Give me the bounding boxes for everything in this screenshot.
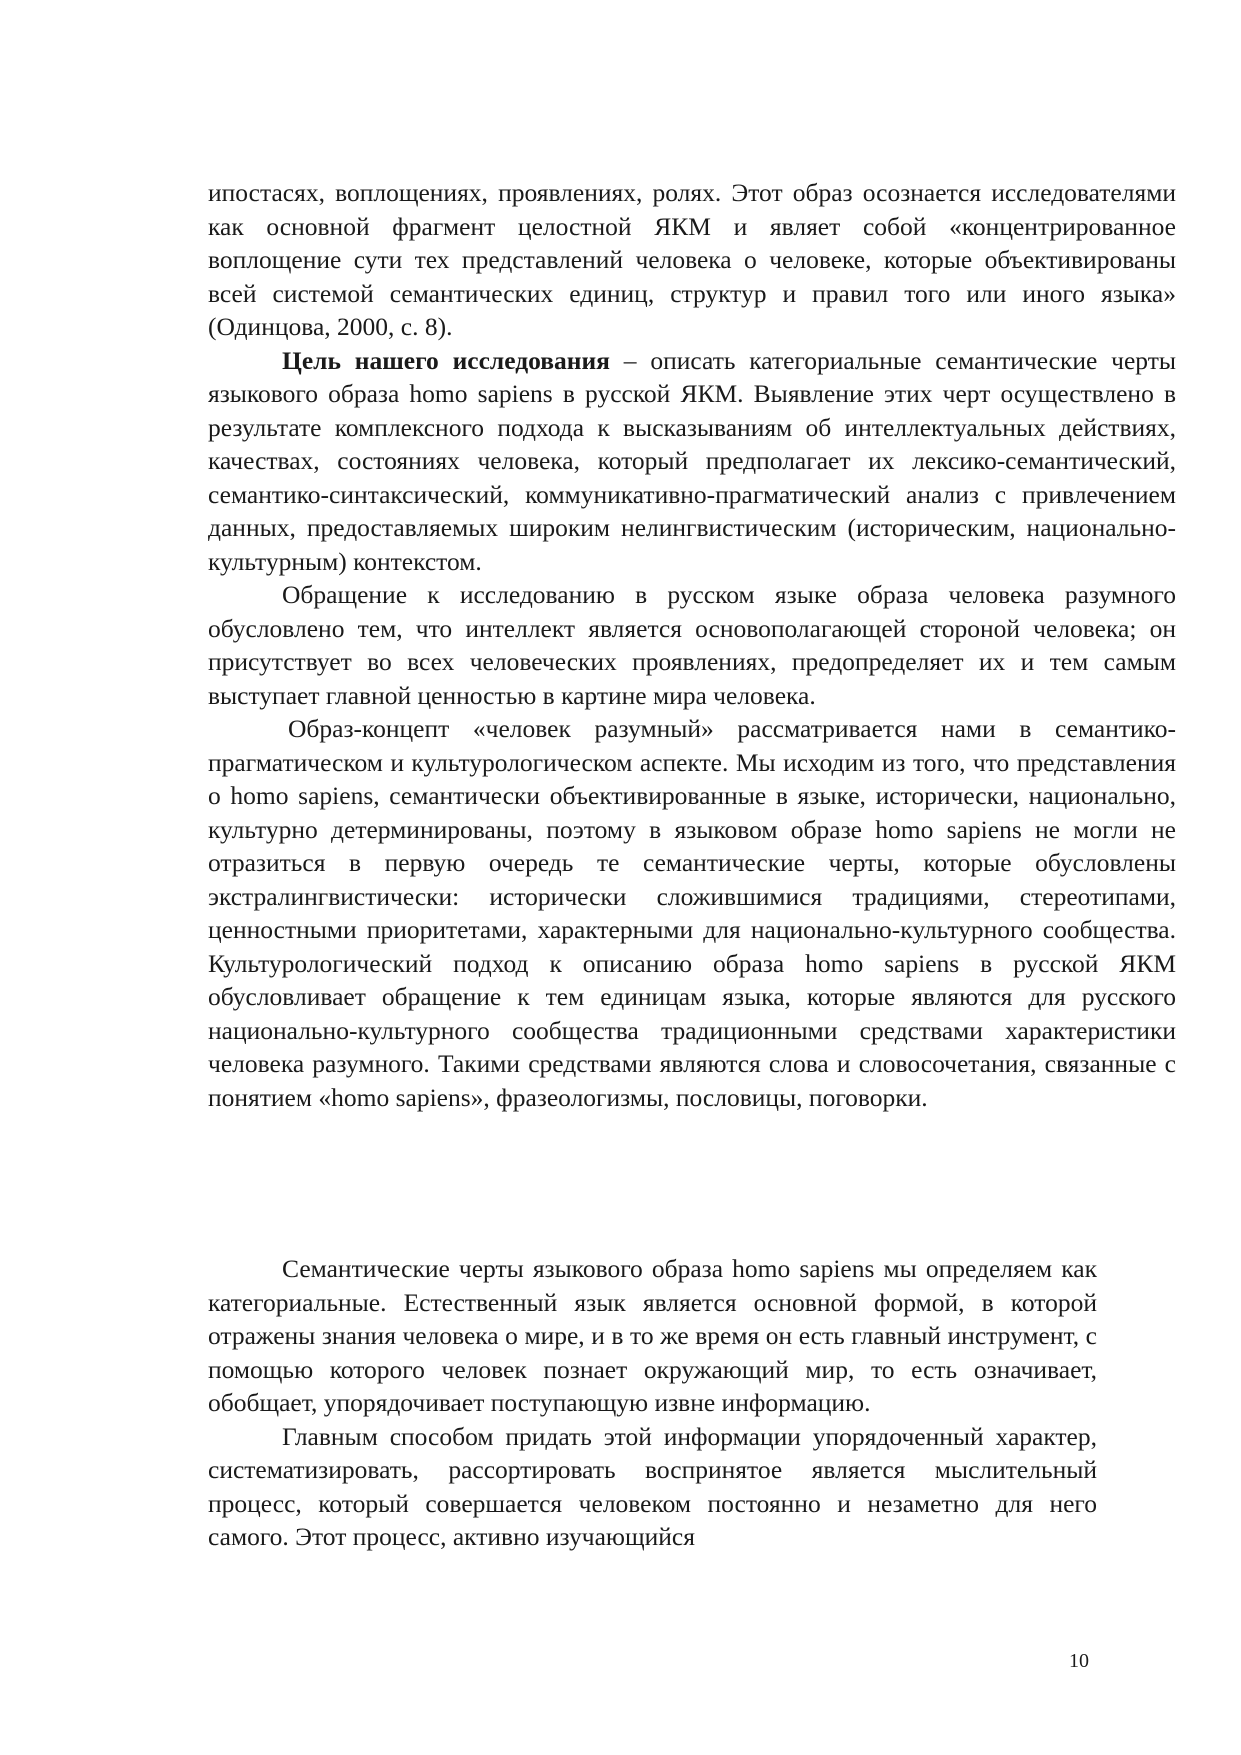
paragraph-main-method: Главным способом придать этой информации упорядоченный характер, систематизировать, рассортировать воспринятое является мыслительный процесс, который совершается человеком постоянно и незаметно для него самого. Этот процесс, активно изучающийся [208, 1421, 1097, 1551]
page-number: 10 [1069, 1650, 1089, 1672]
body-text-wide [208, 176, 1176, 1114]
paragraph-appeal: Обращение к исследованию в русском языке образа человека разумного обусловлено тем, что интеллект является основополагающей стороной человека; он присутствует во всех человеческих проявлениях, предопределяет их и тем самым выступает главной ценностью в картине мира человека. [208, 580, 1176, 710]
paragraph-concept: Образ-концепт «человек разумный» рассматривается нами в семантико-прагматическом и культурологическом аспекте. Мы исходим из того, что представления о homo sapiens, семантически объективированные в языке, исторически, национально, культурно детерминированы, поэтому в языковом образе homo sapiens не могли не отразиться в первую очередь те семантические черты, которые обусловлены экстралингвистически: исторически сложившимися традициями, стереотипами, ценностными приоритетами, характерными для национально-культурного сообщества. Культурологический подход к описанию образа homo sapiens в русской ЯКМ обусловливает обращение к тем единицам языка, которые являются для русского национально-культурного сообщества традиционными средствами характеристики человека разумного. Такими средствами являются слова и словосочетания, связанные с понятием «homo sapiens», фразеологизмы, пословицы, поговорки. [208, 714, 1176, 1112]
paragraph-research-goal [208, 344, 1176, 579]
paragraph-semantic-features: Семантические черты языкового образа homo sapiens мы определяем как категориальные. Естественный язык является основной формой, в которой отражены знания человека о мире, и в то же время он есть главный инструмент, с помощью которого человек познает окружающий мир, то есть означивает, обобщает, упорядочивает поступающую извне информацию. [208, 1254, 1097, 1417]
paragraph-continuation: ипостасях, воплощениях, проявлениях, ролях. Этот образ осознается исследователями как основной фрагмент целостной ЯКМ и являет собой «концентрированное воплощение сути тех представлений человека о человеке, которые объективированы всей системой семантических единиц, структур и правил того или иного языка» (Одинцова, 2000, с. 8). [208, 178, 1176, 341]
body-text-narrow [208, 1252, 1097, 1554]
research-goal-heading: Цель нашего исследования [282, 345, 610, 375]
research-goal-text: – описать категориальные семантические черты языкового образа homo sapiens в русской ЯКМ. Выявление этих черт осуществлено в результате комплексного подхода к высказываниям об интеллектуальных действиях, качествах, состояниях человека, который предполагает их лексико-семантический, семантико-синтаксический, коммуникативно-прагматический анализ с привлечением данных, предоставляемых широким нелингвистическим (историческим, национально-культурным) контекстом. [208, 345, 1177, 576]
